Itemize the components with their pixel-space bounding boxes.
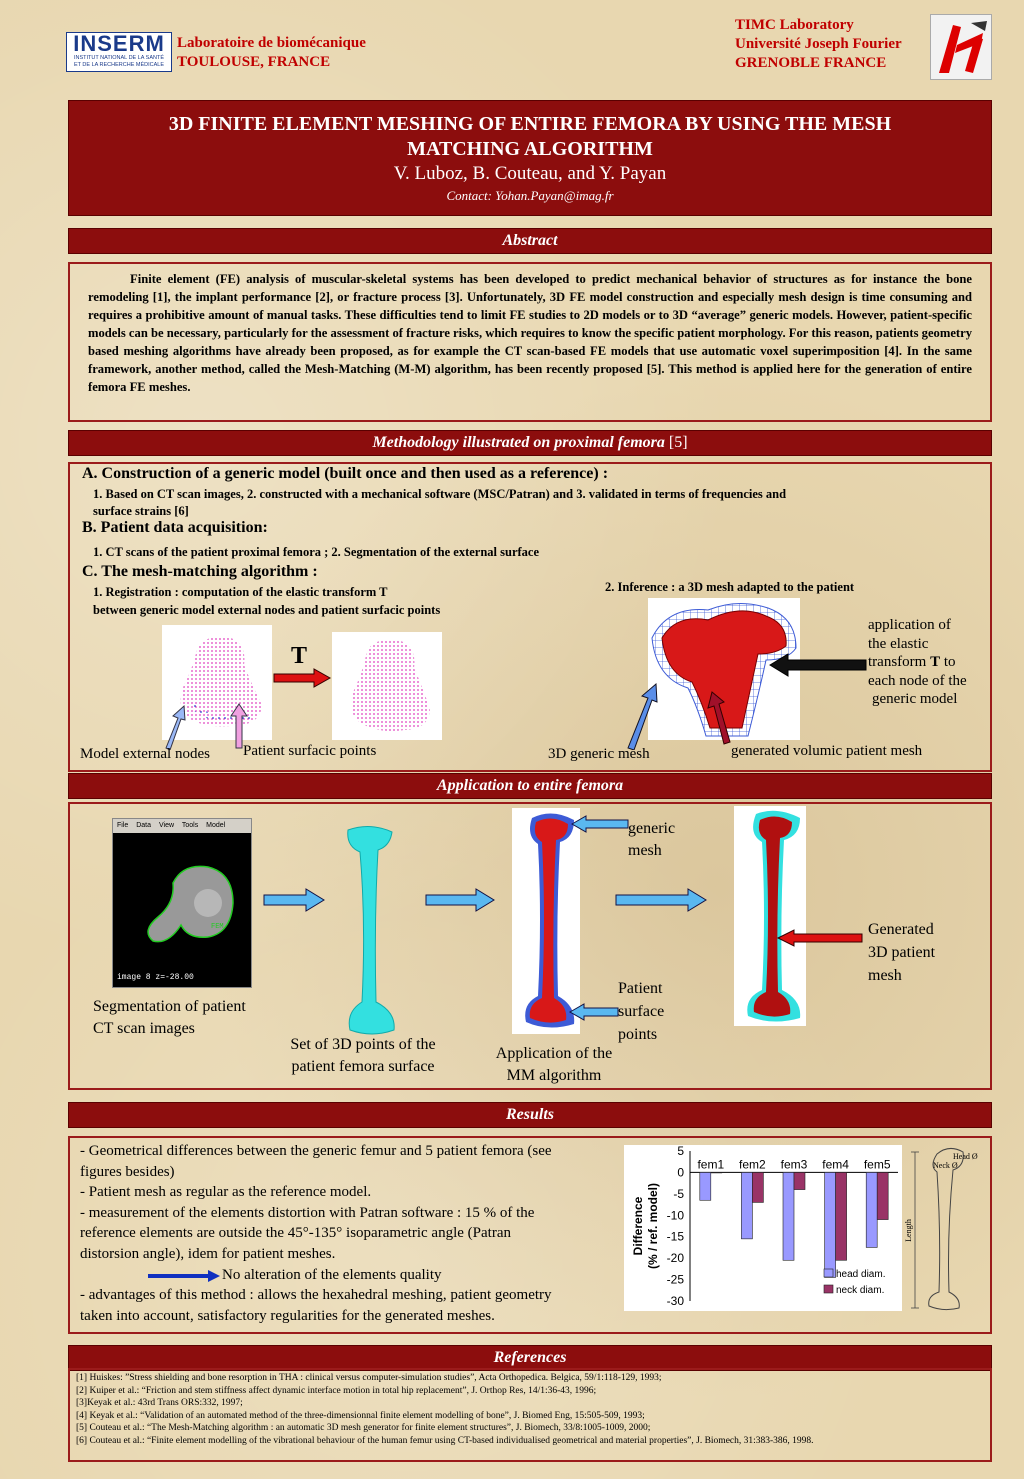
application-note-l5: generic model bbox=[872, 691, 958, 707]
category-label: fem2 bbox=[739, 1157, 766, 1172]
application-note-l4: each node of the bbox=[868, 672, 967, 689]
lab-left-city: TOULOUSE, FRANCE bbox=[177, 54, 331, 70]
section-c-inference: 2. Inference : a 3D mesh adapted to the patient bbox=[605, 580, 855, 594]
ujf-logo bbox=[930, 14, 992, 80]
lab-right-name: TIMC Laboratory bbox=[735, 17, 854, 33]
bar-neck-diam- bbox=[752, 1172, 763, 1202]
mm-caption-l1: Application of the bbox=[495, 1045, 613, 1062]
bar-neck-diam- bbox=[836, 1172, 847, 1260]
reference-item: [3]Keyak et al.: 43rd Trans ORS:332, 1997; bbox=[76, 1398, 243, 1408]
results-l2: figures besides) bbox=[80, 1163, 175, 1180]
caption-patient-points: Patient surfacic points bbox=[243, 743, 377, 759]
results-l9: taken into account, satisfactory regularities for the generated meshes. bbox=[80, 1307, 495, 1324]
patient-surface-label bbox=[618, 977, 664, 1046]
results-heading: Results bbox=[68, 1102, 992, 1128]
legend-swatch bbox=[824, 1285, 833, 1293]
generic-mesh-label-l1: generic bbox=[628, 820, 676, 837]
generic-mesh-arrow-2 bbox=[570, 814, 630, 834]
lab-right-city: GRENOBLE FRANCE bbox=[735, 55, 887, 71]
abstract-heading: Abstract bbox=[68, 228, 992, 254]
caption-volumic: generated volumic patient mesh bbox=[731, 743, 923, 759]
results-l4: - measurement of the elements distortion with Patran software : 15 % of the bbox=[80, 1204, 535, 1221]
generated-mesh-label-l3: mesh bbox=[868, 967, 902, 984]
ct-scan-image bbox=[113, 833, 251, 973]
model-nodes-arrow bbox=[160, 704, 190, 750]
step3-arrow bbox=[614, 887, 708, 913]
bar-neck-diam- bbox=[877, 1172, 888, 1219]
section-a-text2: surface strains [6] bbox=[93, 504, 189, 518]
reference-item: [2] Kuiper et al.: “Friction and stem stiffness affect dynamic interface motion in total hip replacement”, J. Orthop Res, 14/1:36-43, 1996; bbox=[76, 1385, 597, 1396]
legend-label: neck diam. bbox=[836, 1285, 885, 1296]
section-b-title: B. Patient data acquisition: bbox=[82, 519, 268, 536]
y-tick-label: -20 bbox=[666, 1251, 684, 1266]
abstract-text: Finite element (FE) analysis of muscular-skeletal systems has been developed to predict mechanical behavior of structures as for instance the bone remodeling [1], the implant performance [2], or fracture process [3]. Unfortunately, 3D FE model construction and especially mesh design is time consuming and requires a prohibitive amount of manual tasks. These difficulties tend to limit FE studies to 2D models or to 3D “average” generic models. However, patient-specific models can be necessary, particularly for the assessment of fracture risks, which requires to know the specific patient morphology. For this reason, patients geometry based meshing algorithms have already been proposed, as for example the CT scan-based FE models that use automatic voxel superimposition [4]. In the same framework, another method, called the Mesh-Matching (M-M) algorithm, has been recently proposed [5]. This method is applied here for the generation of entire femora FE meshes. bbox=[88, 272, 972, 394]
quality-arrow bbox=[148, 1270, 222, 1282]
patient-surface-label-l1: Patient bbox=[618, 980, 663, 997]
ct-menu-bar bbox=[113, 819, 251, 833]
fig-neck-label: Neck Ø bbox=[933, 1161, 958, 1170]
ct-menu-tools[interactable]: Tools bbox=[181, 822, 199, 829]
y-tick-label: 0 bbox=[677, 1165, 684, 1180]
results-l1: - Geometrical differences between the generic femur and 5 patient femora (see bbox=[80, 1143, 552, 1159]
y-tick-label: 5 bbox=[677, 1145, 684, 1158]
bar-head-diam- bbox=[741, 1172, 752, 1238]
ct-menu-model[interactable]: Model bbox=[206, 822, 226, 829]
application-note-l3c: to bbox=[940, 654, 956, 670]
results-chart bbox=[624, 1145, 902, 1311]
bar-neck-diam- bbox=[711, 1172, 722, 1173]
patient-surface-arrow bbox=[568, 1002, 620, 1022]
results-l3: - Patient mesh as regular as the reference model. bbox=[80, 1184, 372, 1201]
reference-item: [1] Huiskes: ”Stress shielding and bone resorption in THA : clinical versus computer-simulation studies”, Acta Orthopedica. Belgica, 59/1:118-129, 1993; bbox=[76, 1373, 662, 1383]
ct-tag: FEM bbox=[211, 923, 224, 931]
y-tick-label: -30 bbox=[666, 1294, 684, 1308]
methodology-heading bbox=[68, 430, 992, 456]
lab-left bbox=[177, 34, 366, 72]
generic-mesh-label-l2: mesh bbox=[628, 842, 662, 859]
results-l7-row bbox=[80, 1265, 620, 1286]
references-box bbox=[68, 1368, 992, 1462]
legend-swatch bbox=[824, 1269, 833, 1277]
legend-label: head diam. bbox=[836, 1269, 886, 1280]
reference-item: [5] Couteau et al.: “The Mesh-Matching algorithm : an automatic 3D mesh generator for finite element structures”, J. Biomech, 33/8:1005-1009, 2000; bbox=[76, 1423, 651, 1433]
set-caption-l2: patient femora surface bbox=[291, 1058, 435, 1075]
results-text bbox=[80, 1141, 620, 1326]
title-banner bbox=[68, 100, 992, 216]
section-c-text1: 1. Registration : computation of the elastic transform T bbox=[93, 585, 388, 599]
femur-points-image bbox=[340, 822, 400, 1040]
bar-head-diam- bbox=[866, 1172, 877, 1247]
application-note-l1: application of bbox=[868, 617, 951, 633]
category-label: fem1 bbox=[697, 1157, 725, 1172]
results-chart-svg bbox=[624, 1145, 902, 1311]
generated-mesh-label-l1: Generated bbox=[868, 921, 934, 938]
ct-scan-window bbox=[112, 818, 252, 988]
apply-transform-arrow bbox=[768, 652, 868, 678]
bar-head-diam- bbox=[700, 1172, 711, 1200]
section-c-text2: between generic model external nodes and patient surfacic points bbox=[93, 603, 441, 617]
ct-menu-file[interactable]: File bbox=[117, 822, 129, 829]
transform-t-label: T bbox=[291, 643, 308, 669]
y-tick-label: -25 bbox=[666, 1272, 684, 1287]
ct-menu-data[interactable]: Data bbox=[136, 822, 152, 829]
fig-length-label: Length bbox=[903, 1219, 913, 1242]
title-line1: 3D FINITE ELEMENT MESHING OF ENTIRE FEMORA BY USING THE MESH bbox=[168, 113, 892, 135]
generic-mesh-arrow bbox=[622, 682, 662, 750]
generated-mesh-label bbox=[868, 918, 935, 987]
references-heading: References bbox=[68, 1345, 992, 1371]
application-note-l3 bbox=[868, 653, 967, 672]
y-axis-label-1: Difference bbox=[631, 1196, 645, 1256]
patient-points-image bbox=[332, 632, 442, 740]
y-tick-label: -10 bbox=[666, 1208, 684, 1223]
category-label: fem4 bbox=[822, 1157, 849, 1172]
results-l5: reference elements are outside the 45°-135° isoparametric angle (Patran bbox=[80, 1225, 511, 1242]
seg-caption-l2: CT scan images bbox=[93, 1020, 195, 1037]
inserm-logo bbox=[66, 32, 172, 72]
ct-status: image 8 z=-28.00 bbox=[117, 973, 194, 982]
patient-surface-label-l3: points bbox=[618, 1026, 658, 1043]
application-note-l3a: transform bbox=[868, 654, 931, 670]
application-heading: Application to entire femora bbox=[68, 773, 992, 799]
references-list bbox=[70, 1372, 990, 1447]
patient-points-cloud bbox=[332, 632, 442, 740]
generated-mesh-label-l2: 3D patient bbox=[868, 944, 936, 961]
seg-caption-l1: Segmentation of patient bbox=[93, 998, 246, 1015]
step1-arrow bbox=[262, 887, 326, 913]
authors: V. Luboz, B. Couteau, and Y. Payan bbox=[393, 163, 667, 184]
reference-item: [4] Keyak et al.: “Validation of an automated method of the three-dimensionnal finite element modelling of bone”, J. Biomed Eng, 15:505-509, 1993; bbox=[76, 1410, 645, 1421]
set-caption-l1: Set of 3D points of the bbox=[290, 1036, 436, 1053]
section-a-text1: 1. Based on CT scan images, 2. constructed with a mechanical software (MSC/Patran) and 3. validated in terms of frequencies and bbox=[93, 487, 787, 501]
lab-left-name: Laboratoire de biomécanique bbox=[177, 35, 366, 51]
volumic-mesh-arrow bbox=[702, 690, 732, 746]
transform-arrow bbox=[272, 668, 332, 688]
section-a-title: A. Construction of a generic model (built once and then used as a reference) : bbox=[82, 465, 609, 482]
category-label: fem5 bbox=[863, 1157, 891, 1172]
inserm-logo-sub1: INSTITUT NATIONAL DE LA SANTÉ bbox=[73, 55, 165, 61]
methodology-heading-text: Methodology illustrated on proximal femora bbox=[372, 434, 665, 451]
inserm-logo-text: INSERM bbox=[73, 31, 165, 56]
mm-caption-l2: MM algorithm bbox=[506, 1067, 602, 1084]
inserm-logo-sub2: ET DE LA RECHERCHE MÉDICALE bbox=[73, 62, 165, 68]
reference-item: [6] Couteau et al.: “Finite element modelling of the vibrational behaviour of the human femur using CT-based individualised geometrical and material properties”, J. Biomech, 31:383-386, 1998. bbox=[76, 1435, 814, 1446]
results-l6: distorsion angle), idem for patient meshes. bbox=[80, 1245, 336, 1262]
caption-3d-generic: 3D generic mesh bbox=[548, 746, 650, 762]
y-axis-label-2: (% / ref. model) bbox=[646, 1182, 660, 1270]
ct-menu-view[interactable]: View bbox=[158, 822, 175, 829]
set-caption bbox=[275, 1034, 451, 1078]
section-c-title: C. The mesh-matching algorithm : bbox=[82, 563, 318, 580]
methodology-heading-ref: [5] bbox=[668, 434, 688, 451]
fig-head-label: Head Ø bbox=[953, 1152, 978, 1161]
results-l8: - advantages of this method : allows the hexahedral meshing, patient geometry bbox=[80, 1287, 552, 1304]
bar-head-diam- bbox=[783, 1172, 794, 1260]
step2-arrow bbox=[424, 887, 496, 913]
application-note bbox=[868, 616, 967, 709]
bar-neck-diam- bbox=[794, 1172, 805, 1189]
generic-mesh-label bbox=[628, 818, 675, 862]
title-line2: MATCHING ALGORITHM bbox=[407, 138, 653, 160]
generated-femur-image bbox=[734, 806, 806, 1026]
mm-femur-image bbox=[512, 808, 580, 1034]
application-note-l2: the elastic bbox=[868, 635, 929, 652]
section-b-text: 1. CT scans of the patient proximal femora ; 2. Segmentation of the external surface bbox=[93, 545, 540, 559]
lab-right-univ: Université Joseph Fourier bbox=[735, 36, 902, 52]
y-tick-label: -15 bbox=[666, 1229, 684, 1244]
ujf-logo-graphic bbox=[931, 15, 991, 79]
category-label: fem3 bbox=[780, 1157, 808, 1172]
femur-points-graphic bbox=[340, 822, 400, 1040]
caption-model-nodes: Model external nodes bbox=[80, 746, 210, 762]
mm-caption bbox=[486, 1043, 622, 1087]
abstract-box bbox=[68, 262, 992, 422]
contact: Contact: Yohan.Payan@imag.fr bbox=[446, 188, 614, 203]
results-l7: No alteration of the elements quality bbox=[222, 1266, 442, 1283]
generated-femur-graphic bbox=[734, 806, 806, 1026]
lab-right bbox=[735, 16, 902, 73]
generated-mesh-arrow bbox=[776, 928, 864, 948]
femur-dimension-figure bbox=[903, 1142, 983, 1312]
mm-femur-graphic bbox=[512, 808, 580, 1034]
seg-caption bbox=[93, 996, 246, 1040]
y-tick-label: -5 bbox=[673, 1186, 684, 1201]
patient-surface-label-l2: surface bbox=[618, 1003, 665, 1020]
application-note-t: T bbox=[930, 654, 941, 670]
bar-head-diam- bbox=[825, 1172, 836, 1277]
